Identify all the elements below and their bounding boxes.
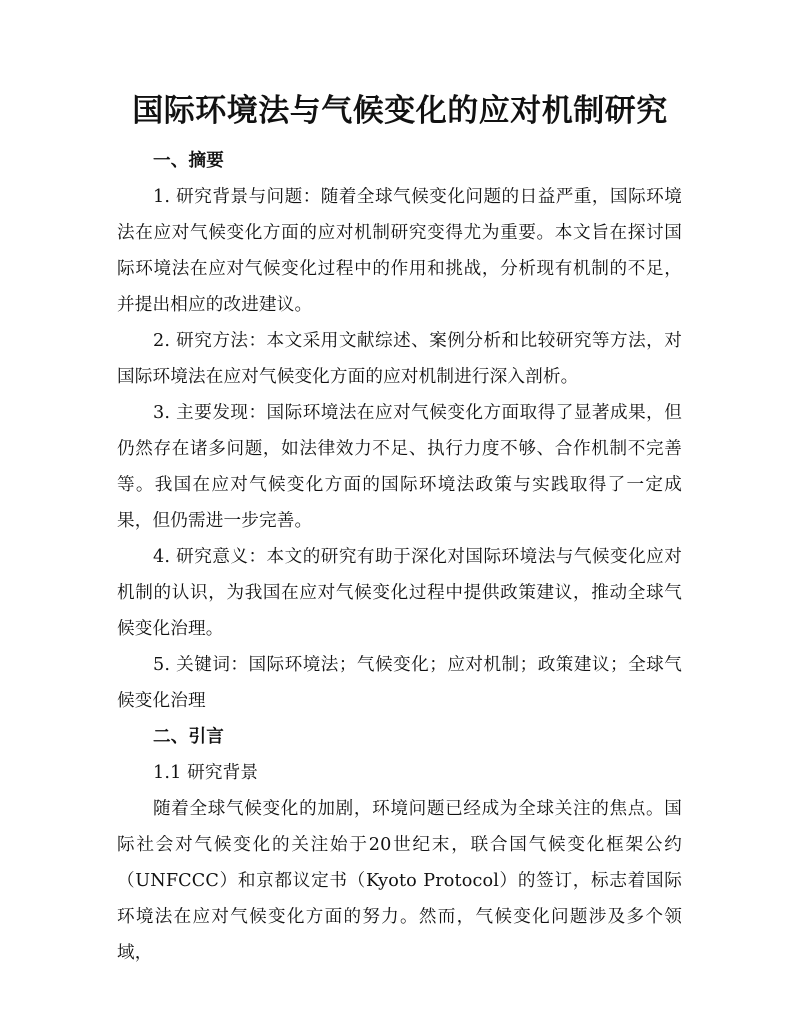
subsection-heading-background: 1.1 研究背景 [153, 763, 259, 783]
abstract-item-findings: 3. 主要发现：国际环境法在应对气候变化方面取得了显著成果，但仍然存在诸多问题，如法律效力不足、执行力度不够、合作机制不完善等。我国在应对气候变化方面的国际环境法政策与实践取得了一定成果，但仍需进一步完善。 [117, 403, 682, 531]
intro-paragraph: 随着全球气候变化的加剧，环境问题已经成为全球关注的焦点。国际社会对气候变化的关注始于20世纪末，联合国气候变化框架公约（UNFCCC）和京都议定书（Kyoto Protocol）的签订，标志着国际环境法在应对气候变化方面的努力。然而，气候变化问题涉及多个领域， [117, 799, 682, 963]
document-title: 国际环境法与气候变化的应对机制研究 [132, 93, 668, 129]
abstract-item-significance: 4. 研究意义：本文的研究有助于深化对国际环境法与气候变化应对机制的认识，为我国在应对气候变化过程中提供政策建议，推动全球气候变化治理。 [117, 547, 682, 639]
section-heading-introduction: 二、引言 [153, 727, 224, 747]
abstract-item-keywords: 5. 关键词：国际环境法；气候变化；应对机制；政策建议；全球气候变化治理 [117, 655, 682, 711]
abstract-item-background: 1. 研究背景与问题：随着全球气候变化问题的日益严重，国际环境法在应对气候变化方面的应对机制研究变得尤为重要。本文旨在探讨国际环境法在应对气候变化过程中的作用和挑战，分析现有机制的不足，并提出相应的改进建议。 [117, 187, 682, 315]
abstract-item-methods: 2. 研究方法：本文采用文献综述、案例分析和比较研究等方法，对国际环境法在应对气候变化方面的应对机制进行深入剖析。 [117, 331, 682, 387]
document-body [117, 143, 682, 971]
section-heading-abstract: 一、摘要 [153, 151, 224, 171]
